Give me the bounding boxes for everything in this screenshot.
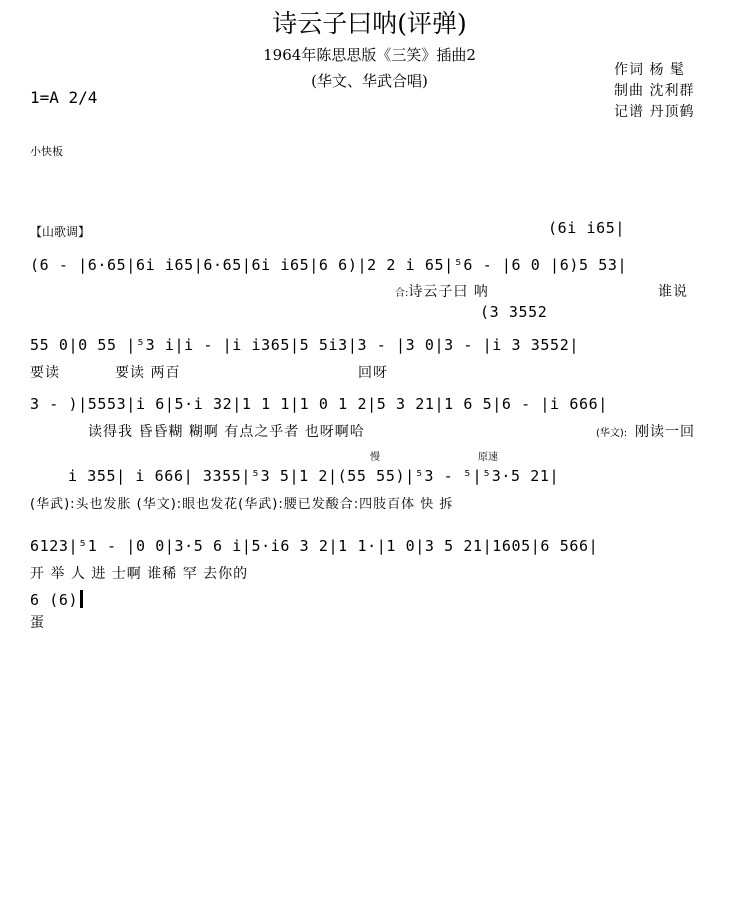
lyric-line2-b: 要读 两百 <box>115 365 181 381</box>
song-title: 诗云子曰呐(评弹) <box>272 9 467 38</box>
score-line3: 3 - )|5553|i 6|5·i 32|1 1 1|1 0 1 2|5 3 21|1 6 5|6 - |i 666| <box>30 395 608 413</box>
credit-composer: 制曲 沈利群 <box>614 83 695 99</box>
tune-label: 【山歌调】 <box>30 225 91 239</box>
lyric-line1 <box>395 281 489 301</box>
role-huawen-1: (华文): <box>596 428 628 439</box>
mark-original-tempo: 原速 <box>478 452 498 463</box>
lyric-line3: 读得我 昏昏糊 糊啊 有点之乎者 也呀啊哈 <box>88 424 365 440</box>
lyric-line2-c: 回呀 <box>358 365 388 381</box>
key-signature: 1=A 2/4 <box>30 88 98 107</box>
score-line2-upper: (3 3552 <box>480 303 548 321</box>
score-line1-upper: (6i i65| <box>548 219 626 237</box>
lyric-line6: 蛋 <box>30 615 45 631</box>
score-line5: 6123|⁵1 - |0 0|3·5 6 i|5·i6 3 2|1 1·|1 0|3 5 21|1605|6 566| <box>30 537 599 555</box>
chorus-mark: 合: <box>395 288 409 299</box>
credit-transcriber: 记谱 丹顶鹤 <box>614 104 695 120</box>
lyric-line1-end: 谁说 <box>658 284 688 300</box>
credit-lyricist: 作词 杨 髦 <box>614 62 685 78</box>
score-line6-notes: 6 (6) <box>30 591 79 609</box>
score-line2: 55 0|0 55 |⁵3 i|i - |i i365|5 5i3|3 - |3 0|3 - |i 3 3552| <box>30 336 579 354</box>
score-line4: i 355| i 666| 3355|⁵3 5|1 2|(55 55)|⁵3 - ⁵|⁵3·5 21| <box>68 467 560 485</box>
score-line1: (6 - |6·65|6i i65|6·65|6i i65|6 6)|2 2 i 65|⁵6 - |6 0 |6)5 53| <box>30 256 628 274</box>
lyric-line5: 开 举 人 进 士啊 谁稀 罕 去你的 <box>30 566 249 582</box>
lyric-line1-text: 诗云子曰 呐 <box>408 284 489 300</box>
mark-slow: 慢 <box>370 452 380 463</box>
tempo-marking: 小快板 <box>30 145 63 158</box>
lyric-line4: (华武):头也发胀 (华文):眼也发花(华武):腰已发酸合:四肢百体 快 拆 <box>30 497 454 512</box>
final-barline <box>80 590 83 608</box>
singers-note: (华文、华武合唱) <box>311 72 428 90</box>
score-line6 <box>30 590 83 609</box>
lyric-line3-end: 刚读一回 <box>635 424 695 440</box>
song-subtitle: 1964年陈思思版《三笑》插曲2 <box>263 46 476 64</box>
lyric-line2-a: 要读 <box>30 365 60 381</box>
